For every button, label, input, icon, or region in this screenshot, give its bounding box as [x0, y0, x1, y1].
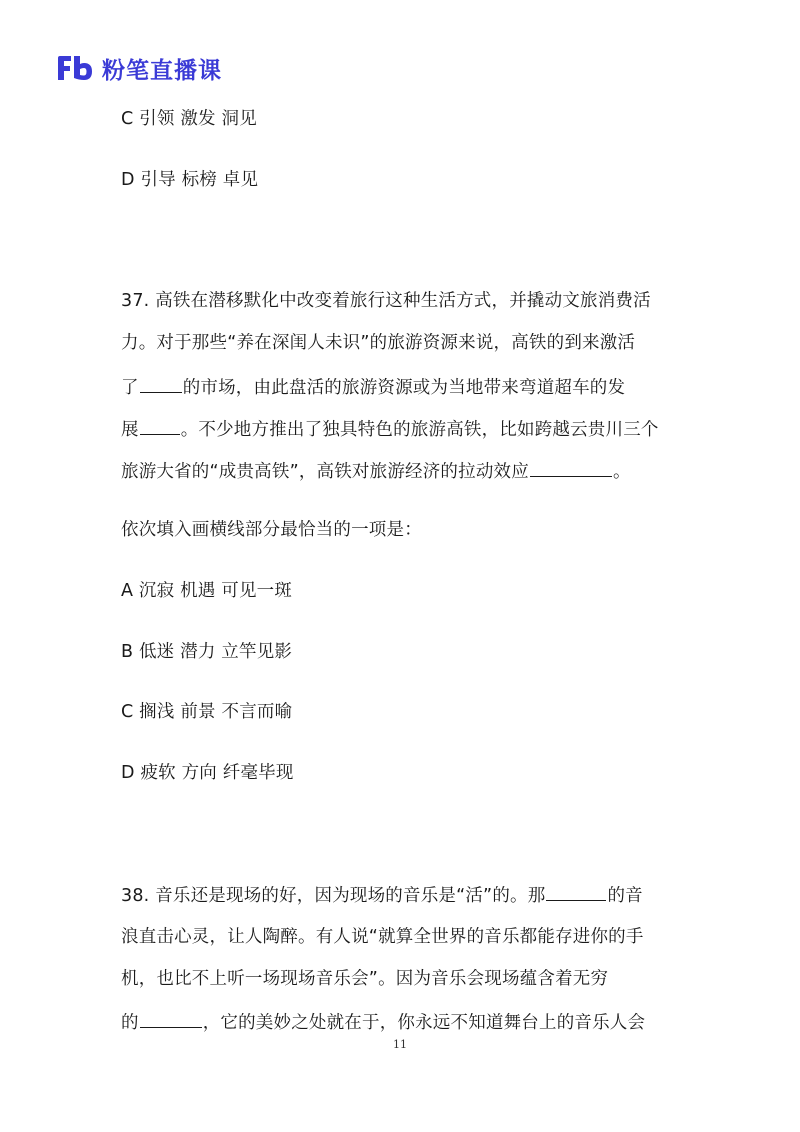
q37-line-4-end: 。不少地方推出了独具特色的旅游高铁，比如跨越云贵川三个 [180, 420, 659, 440]
q37-line-3-end: 的市场，由此盘活的旅游资源或为当地带来弯道超车的发 [182, 378, 626, 398]
fb-logo-icon [56, 54, 94, 82]
q38-line-1-end: 的音 [607, 886, 643, 906]
q38-line-4-start: 的 [121, 1013, 139, 1033]
blank-1 [140, 374, 182, 393]
option-d-prev: D 引导 标榜 卓见 [121, 170, 259, 190]
q37-line-3 [121, 374, 625, 400]
blank-5 [140, 1009, 202, 1028]
q37-line-3-start: 了 [121, 378, 139, 398]
q37-prompt: 依次填入画横线部分最恰当的一项是： [121, 520, 422, 540]
q37-line-5-start: 旅游大省的“成贵高铁”，高铁对旅游经济的拉动效应 [121, 462, 529, 482]
blank-2 [140, 416, 180, 435]
q37-option-a[interactable]: A 沉寂 机遇 可见一斑 [121, 581, 293, 601]
q37-option-b[interactable]: B 低迷 潜力 立竿见影 [121, 642, 293, 662]
q37-line-2: 力。对于那些“养在深闺人未识”的旅游资源来说，高铁的到来激活 [121, 333, 636, 353]
q37-line-5-end: 。 [612, 462, 631, 482]
brand-logo [56, 52, 222, 84]
q37-line-4 [121, 416, 659, 442]
q38-line-1-start: 38. 音乐还是现场的好，因为现场的音乐是“活”的。那 [121, 886, 546, 906]
q38-line-3: 机，也比不上听一场现场音乐会”。因为音乐会现场蕴含着无穷 [121, 969, 609, 989]
q37-line-4-start: 展 [121, 420, 139, 440]
q37-line-1: 37. 高铁在潜移默化中改变着旅行这种生活方式，并撬动文旅消费活 [121, 291, 651, 311]
q37-option-c[interactable]: C 搁浅 前景 不言而喻 [121, 702, 293, 722]
q37-line-5 [121, 458, 631, 484]
q38-line-1 [121, 882, 643, 908]
q38-line-4-end: ，它的美妙之处就在于，你永远不知道舞台上的音乐人会 [202, 1013, 646, 1033]
option-c-prev: C 引领 激发 洞见 [121, 109, 257, 129]
q38-line-4 [121, 1009, 645, 1035]
page-number: 11 [393, 1038, 407, 1051]
blank-4 [546, 882, 606, 901]
q37-option-d[interactable]: D 疲软 方向 纤毫毕现 [121, 763, 294, 783]
brand-name: 粉笔直播课 [102, 57, 222, 84]
blank-3 [530, 458, 612, 477]
q38-line-2: 浪直击心灵，让人陶醉。有人说“就算全世界的音乐都能存进你的手 [121, 927, 644, 947]
